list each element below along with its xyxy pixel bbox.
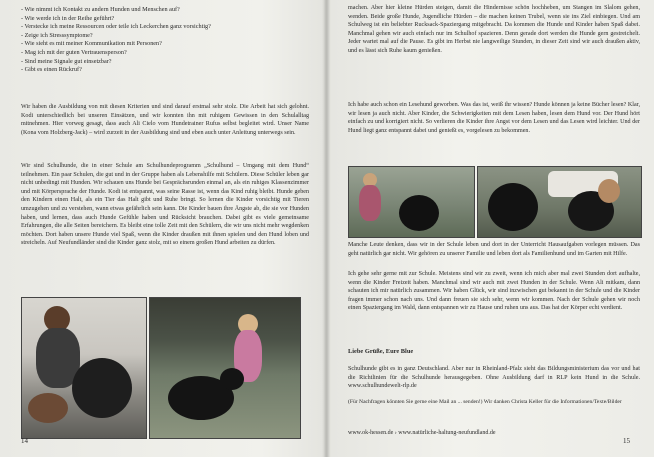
checklist-item: - Wie werde ich in der Reihe geführt? [21, 14, 115, 22]
checklist-item: - Zeige ich Stresssymptome? [21, 31, 93, 39]
checklist-item: - Wie sieht es mit meiner Kommunikation mit Personen? [21, 40, 162, 48]
page-number-left: 14 [21, 437, 28, 445]
photo-child-with-dog [21, 297, 147, 439]
photo-caption: Manche Leute denken, dass wir in der Schule leben und dort in der Unterricht Hausaufgaben vorlegen müssen. Das geht natürlich gar nicht. Wir gehören zu unserer Familie und leben dort als Familienhund und im Garten mit Hilfe. [348, 242, 640, 257]
body-paragraph: Wir sind Schulhunde, die in einer Schule am Schulhundeprogramm „Schulhund – Umgang mit dem Hund“ teilnehmen. Ein paar Schulen, die gut und in der Gruppe haben als Lebenshilfe mit Schülern. Diese Schüler leben gar nicht unbedingt mit Hunden. Wir schauen uns Hunde bei Gesprächsrunden einmal an, als ein ruhiges Klassenzimmer und mit Körpersprache der Hunde. Kodi ist entspannt, was seine Rasse ist, wenn das Kind ruhig bleibt. Hunde geben den Kindern einen Halt, als ein Tier das Halt gibt und Ruhe bringt. So lernen die Kinder vorsichtig mit Tieren umzugehen und zu verstehen, wann etwas gefährlich sein kann. Die Kinder bauen ihre Ängste ab, die sie vor Hunden haben, und lernen, dass auch Hunde Gefühle haben und Rücksicht brauchen. Dabei gibt es viele gemeinsame Erfahrungen, die alle Seiten bereichern. Es bleibt eine tolle Zeit mit den Schülern, die wir uns nicht mehr wegdenken möchten. Dort haben unsere Hunde viel Spaß, wenn die Kinder draußen mit ihnen spielen und den Hund loben und streicheln. Auf Neufundländer sind die Kinder ganz stolz, mit so einem großen Hund arbeiten zu dürfen. [21, 163, 309, 247]
body-paragraph: Ich gehe sehr gerne mit zur Schule. Meistens sind wir zu zweit, wenn ich mich aber mal zwei Stunden dort aufhalte, wenn die Kinder Freizeit haben. Manchmal sind wir auch mit zwei Hunden in der Schule. Wenn Ali mitkam, dann schauten ich mir natürlich zusammen. Wir haben Glück, wir sind inzwischen gut bekannt in der Schule und die Kinder fragen immer schon nach uns. Und dann freuen sie sich sehr, wenn wir kommen. Nach der Schule gehen wir noch einen Spaziergang im Wald, dann entspannen wir zu Hause und ruhen uns aus. Das hat der Körper echt verdient. [348, 271, 640, 312]
checklist-item: - Verstecke ich meine Ressourcen oder teile ich Leckerchen ganz vorsichtig? [21, 23, 211, 31]
photo-dog-training-outdoor [149, 297, 301, 439]
photo-dogs-on-bench [477, 166, 642, 238]
right-page [330, 0, 654, 457]
body-paragraph: Schulhunde gibt es in ganz Deutschland. Aber nur in Rheinland-Pfalz sieht das Bildungsministerium das vor und hat die Richtlinien für die Schulhunde herausgegeben. Ohne Ausbildung darf in RLP kein Hund in die Schule. www.schulhundewelt-rlp.de [348, 366, 640, 390]
body-paragraph: Wir haben die Ausbildung von mit diesen Kriterien und sind darauf erstmal sehr stolz. Die Arbeit hat sich gelohnt. Kodi unterschiedlich bei unseren Einsätzen, und wir konnten ihn mit ruhigem Gewissen in den Schulalltag mitnehmen. Hier vorweg gesagt, dass auch Ali Cielo vom Hundetrainer Rufus selbst begleitet wird. Unser Name (Kona vom Holzberg-Jack) – wird zurzeit in der Ausbildung sind und eben auch unter Anleitung unterwegs sein. [21, 104, 309, 136]
body-paragraph: Ich habe auch schon ein Lesehund geworben. Was das ist, weiß ihr wissen? Hunde können ja keine Bücher lesen? Klar, wir lesen ja auch nicht. Aber Kinder, die Schwierigkeiten mit dem Lesen haben, lesen dem Hund vor. Der Hund hört einfach zu und korrigiert nicht. So verlieren die Kinder ihre Angst vor dem Lesen und das Lesen wird leichter. Und der Hund liegt ganz entspannt dabei und genießt es, vorgelesen zu bekommen. [348, 102, 640, 134]
checklist [21, 6, 311, 75]
body-paragraph: machen. Aber hier kleine Hürden steigen, damit die Hindernisse schön hochheben, um Stangen im Slalom gehen, wenden. Beide große Hunde, Jugendliche Hürden – die machen keinen Trubel, wenn sie ins Ziel einbiegen. Und am Schulweg ist ein beliebter Rucksack-Spaziergang mitgebracht. Da kommen die Hunde und Kinder haben Spaß dabei. Manchmal gehen wir auch einfach nur im Schulhof spazieren. Denn gerade dort werden die Hunde gern gestreichelt. Jeder wartet mal auf die Pause. Es gibt im Herbst nie langweilige Stunden, in dieser Zeit sind wir auch draußen aktiv, und es lässt sich Ruhe kaum genießen. [348, 5, 640, 54]
credits-note: (Für Nachfragen könnten Sie gerne eine Mail an ... senden!) Wir danken Christa Keller für die Informationen/Texte/Bilder [348, 399, 622, 405]
checklist-item: - Wie nimmt ich Kontakt zu andern Hunden und Menschen auf? [21, 6, 180, 13]
checklist-item: - Mag ich mit der guten Vertrauensperson? [21, 48, 127, 56]
checklist-item: - Gibt es einen Rückruf? [21, 66, 82, 74]
sign-off: Liebe Grüße, Eure Blue [348, 348, 414, 355]
page-number-right: 15 [623, 437, 630, 445]
photo-girl-with-dog [348, 166, 475, 238]
checklist-item: - Sind meine Signale gut einsetzbar? [21, 57, 112, 65]
page-footer-links: www.ok-hessen.de › www.natürliche-haltung-neufundland.de [348, 430, 496, 436]
left-page [0, 0, 325, 457]
